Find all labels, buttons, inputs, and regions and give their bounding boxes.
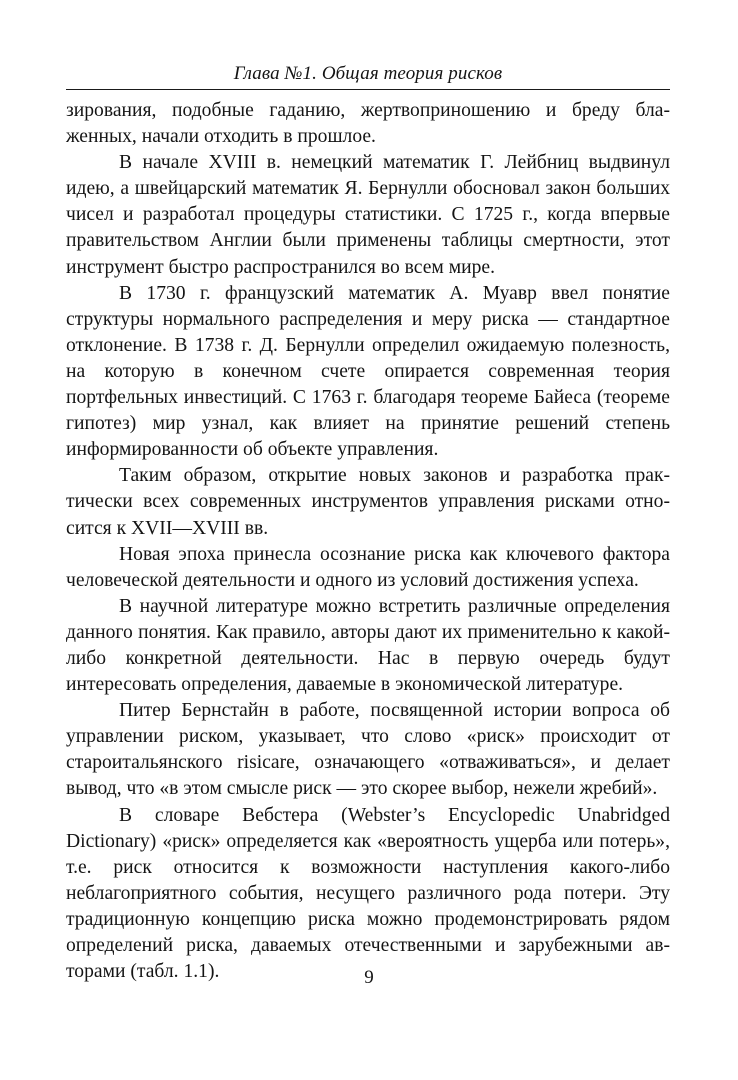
- running-header: Глава №1. Общая теория рисков: [233, 63, 503, 84]
- paragraph: В 1730 г. французский математик А. Муавр ввел понятие структуры нормального распределения и меру риска — стандартное отклонение. В 1738 г. Д. Бернулли определил ожидаемую полезность, на которую в конечном счете опирается современная теория портфельных инвестиций. С 1763 г. благодаря теореме Байеса (теореме гипотез) мир узнал, как влияет на принятие решений степень информированности об объекте управления.: [66, 282, 670, 461]
- paragraph-continued: зирования, подобные гаданию, жертвоприношению и бреду блаженных, начали отходить в прошлое.: [66, 100, 670, 148]
- page-number: 9: [364, 967, 374, 988]
- paragraph: В научной литературе можно встретить различные определения данного понятия. Как правило, авторы дают их применительно к какой-либо конкретной деятельности. Нас в первую очередь будут интересовать определения, даваемые в экономической литературе.: [66, 595, 670, 696]
- body-text: [66, 98, 670, 985]
- paragraph: В начале XVIII в. немецкий математик Г. Лейбниц выдвинул идею, а швейцарский математик Я. Бернулли обосновал закон больших чисел и разработал процедуры статистики. С 1725 г., когда впервые правительством Англии были применены таблицы смертности, этот инструмент быстро распространился во всем мире.: [66, 152, 670, 278]
- paragraph: Питер Бернстайн в работе, посвященной истории вопроса об управлении риском, указывает, что слово «риск» происходит от староитальянского risicare, означающего «отваживаться», и делает вывод, что «в этом смысле риск — это скорее выбор, нежели жребий».: [66, 700, 670, 800]
- paragraph: В словаре Вебстера (Webster’s Encyclopedic Unabridged Dictionary) «риск» определяется как «вероятность ущерба или потерь», т.е. риск относится к возможности наступления какого-либо неблагоприятного события, несущего различного рода потери. Эту традиционную концепцию риска можно продемонстрировать рядом определений риска, даваемых отечественными и зарубежными авторами (табл. 1.1).: [66, 804, 670, 983]
- paragraph: Таким образом, открытие новых законов и разработка практически всех современных инструментов управления рисками относится к XVII—XVIII вв.: [66, 465, 670, 539]
- header-rule: [66, 89, 670, 90]
- paragraph: Новая эпоха принесла осознание риска как ключевого фактора человеческой деятельности и одного из условий достижения успеха.: [66, 543, 670, 591]
